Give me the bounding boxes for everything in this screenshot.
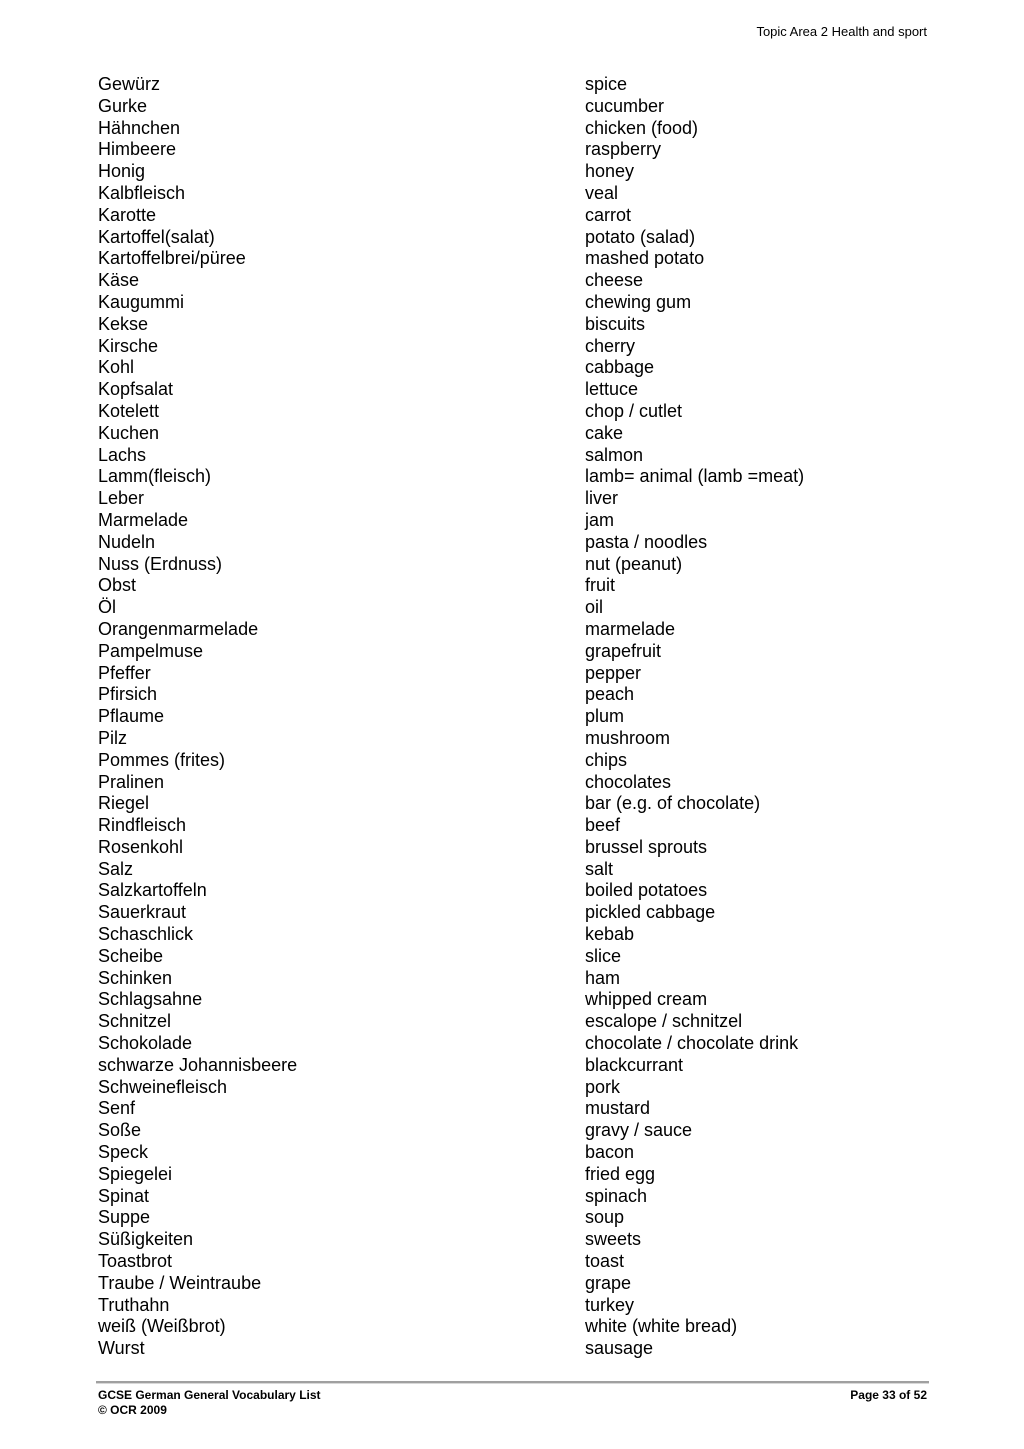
german-word: Kohl bbox=[98, 357, 135, 378]
vocab-row bbox=[98, 1251, 928, 1273]
english-translation: white (white bread) bbox=[585, 1316, 738, 1337]
english-translation: cake bbox=[585, 422, 624, 443]
english-translation: beef bbox=[585, 815, 621, 836]
vocab-row bbox=[98, 750, 928, 772]
german-word: Leber bbox=[98, 488, 145, 509]
english-translation: boiled potatoes bbox=[585, 880, 708, 901]
english-translation: jam bbox=[585, 509, 615, 530]
vocabulary-list bbox=[98, 74, 928, 1360]
english-translation: sweets bbox=[585, 1229, 642, 1250]
vocab-row bbox=[98, 532, 928, 554]
english-translation: cherry bbox=[585, 335, 636, 356]
english-translation: salt bbox=[585, 858, 614, 879]
english-translation: pepper bbox=[585, 662, 642, 683]
english-translation: mushroom bbox=[585, 727, 671, 748]
vocab-row bbox=[98, 1273, 928, 1295]
english-translation: oil bbox=[585, 597, 604, 618]
german-word: Spiegelei bbox=[98, 1163, 173, 1184]
german-word: Orangenmarmelade bbox=[98, 618, 259, 639]
vocab-row bbox=[98, 139, 928, 161]
english-translation: brussel sprouts bbox=[585, 836, 708, 857]
vocab-row bbox=[98, 1011, 928, 1033]
vocab-row bbox=[98, 1055, 928, 1077]
english-translation: ham bbox=[585, 967, 621, 988]
german-word: Pampelmuse bbox=[98, 640, 204, 661]
vocab-row bbox=[98, 118, 928, 140]
vocab-row bbox=[98, 684, 928, 706]
german-word: Rindfleisch bbox=[98, 815, 187, 836]
page-header-topic: Topic Area 2 Health and sport bbox=[756, 24, 927, 39]
footer-copyright: © OCR 2009 bbox=[98, 1403, 167, 1417]
vocab-row bbox=[98, 880, 928, 902]
english-translation: marmelade bbox=[585, 618, 676, 639]
german-word: Schweinefleisch bbox=[98, 1076, 228, 1097]
english-translation: blackcurrant bbox=[585, 1054, 684, 1075]
german-word: Kartoffelbrei/püree bbox=[98, 248, 246, 269]
english-translation: chop / cutlet bbox=[585, 400, 683, 421]
vocab-row bbox=[98, 183, 928, 205]
vocab-row bbox=[98, 248, 928, 270]
german-word: Spinat bbox=[98, 1185, 150, 1206]
footer-rule bbox=[96, 1381, 929, 1384]
vocab-row bbox=[98, 1164, 928, 1186]
german-word: Lamm(fleisch) bbox=[98, 466, 212, 487]
english-translation: escalope / schnitzel bbox=[585, 1011, 743, 1032]
vocab-row bbox=[98, 1338, 928, 1360]
german-word: Schinken bbox=[98, 967, 173, 988]
german-word: schwarze Johannisbeere bbox=[98, 1054, 298, 1075]
german-word: Schnitzel bbox=[98, 1011, 172, 1032]
english-translation: carrot bbox=[585, 204, 632, 225]
vocab-row bbox=[98, 772, 928, 794]
vocab-row bbox=[98, 663, 928, 685]
german-word: Karotte bbox=[98, 204, 157, 225]
vocab-row bbox=[98, 641, 928, 663]
vocab-row bbox=[98, 336, 928, 358]
german-word: Kirsche bbox=[98, 335, 159, 356]
english-translation: lettuce bbox=[585, 379, 639, 400]
english-translation: chicken (food) bbox=[585, 117, 699, 138]
vocab-row bbox=[98, 815, 928, 837]
english-translation: mustard bbox=[585, 1098, 651, 1119]
german-word: Gurke bbox=[98, 95, 148, 116]
german-word: weiß (Weißbrot) bbox=[98, 1316, 226, 1337]
german-word: Kekse bbox=[98, 313, 149, 334]
vocab-row bbox=[98, 1316, 928, 1338]
vocab-row bbox=[98, 292, 928, 314]
german-word: Süßigkeiten bbox=[98, 1229, 194, 1250]
english-translation: chewing gum bbox=[585, 291, 692, 312]
english-translation: chips bbox=[585, 749, 628, 770]
german-word: Suppe bbox=[98, 1207, 151, 1228]
footer-page-number: Page 33 of 52 bbox=[850, 1388, 927, 1402]
vocab-row bbox=[98, 793, 928, 815]
vocab-row bbox=[98, 706, 928, 728]
vocab-row bbox=[98, 1295, 928, 1317]
german-word: Pfirsich bbox=[98, 684, 158, 705]
english-translation: spice bbox=[585, 74, 628, 94]
german-word: Nuss (Erdnuss) bbox=[98, 553, 223, 574]
vocab-row bbox=[98, 227, 928, 249]
vocab-row bbox=[98, 1120, 928, 1142]
vocab-row bbox=[98, 1142, 928, 1164]
german-word: Toastbrot bbox=[98, 1251, 173, 1272]
german-word: Honig bbox=[98, 161, 146, 182]
english-translation: veal bbox=[585, 182, 619, 203]
german-word: Pilz bbox=[98, 727, 128, 748]
german-word: Wurst bbox=[98, 1338, 145, 1359]
vocab-row bbox=[98, 423, 928, 445]
vocab-row bbox=[98, 1077, 928, 1099]
german-word: Lachs bbox=[98, 444, 147, 465]
english-translation: nut (peanut) bbox=[585, 553, 683, 574]
vocab-row bbox=[98, 488, 928, 510]
english-translation: whipped cream bbox=[585, 989, 708, 1010]
vocab-row bbox=[98, 379, 928, 401]
vocab-row bbox=[98, 968, 928, 990]
english-translation: biscuits bbox=[585, 313, 646, 334]
german-word: Kopfsalat bbox=[98, 379, 174, 400]
english-translation: pasta / noodles bbox=[585, 531, 708, 552]
german-word: Truthahn bbox=[98, 1294, 170, 1315]
english-translation: kebab bbox=[585, 924, 635, 945]
german-word: Obst bbox=[98, 575, 137, 596]
vocab-row bbox=[98, 1033, 928, 1055]
vocab-row bbox=[98, 401, 928, 423]
german-word: Pralinen bbox=[98, 771, 165, 792]
footer-left bbox=[98, 1388, 321, 1418]
english-translation: grapefruit bbox=[585, 640, 662, 661]
vocab-row bbox=[98, 205, 928, 227]
german-word: Schlagsahne bbox=[98, 989, 203, 1010]
vocab-row bbox=[98, 270, 928, 292]
english-translation: honey bbox=[585, 161, 635, 182]
english-translation: slice bbox=[585, 945, 622, 966]
vocab-row bbox=[98, 554, 928, 576]
english-translation: plum bbox=[585, 706, 625, 727]
german-word: Kuchen bbox=[98, 422, 160, 443]
vocab-row bbox=[98, 728, 928, 750]
german-word: Traube / Weintraube bbox=[98, 1272, 262, 1293]
vocab-row bbox=[98, 74, 928, 96]
vocab-row bbox=[98, 1186, 928, 1208]
english-translation: salmon bbox=[585, 444, 644, 465]
english-translation: sausage bbox=[585, 1338, 654, 1359]
german-word: Sauerkraut bbox=[98, 902, 187, 923]
english-translation: grape bbox=[585, 1272, 632, 1293]
german-word: Salz bbox=[98, 858, 134, 879]
vocab-row bbox=[98, 837, 928, 859]
german-word: Kotelett bbox=[98, 400, 160, 421]
german-word: Salzkartoffeln bbox=[98, 880, 207, 901]
german-word: Kalbfleisch bbox=[98, 182, 186, 203]
english-translation: pork bbox=[585, 1076, 621, 1097]
english-translation: fried egg bbox=[585, 1163, 656, 1184]
footer-document-title: GCSE German General Vocabulary List bbox=[98, 1388, 321, 1402]
german-word: Soße bbox=[98, 1120, 142, 1141]
english-translation: lamb= animal (lamb =meat) bbox=[585, 466, 805, 487]
vocab-row bbox=[98, 510, 928, 532]
vocab-row bbox=[98, 989, 928, 1011]
vocab-row bbox=[98, 357, 928, 379]
german-word: Kaugummi bbox=[98, 291, 185, 312]
german-word: Käse bbox=[98, 270, 140, 291]
german-word: Pflaume bbox=[98, 706, 165, 727]
english-translation: cheese bbox=[585, 270, 644, 291]
english-translation: soup bbox=[585, 1207, 625, 1228]
german-word: Schokolade bbox=[98, 1033, 193, 1054]
english-translation: fruit bbox=[585, 575, 616, 596]
english-translation: bacon bbox=[585, 1142, 635, 1163]
german-word: Himbeere bbox=[98, 139, 177, 160]
german-word: Kartoffel(salat) bbox=[98, 226, 215, 247]
german-word: Riegel bbox=[98, 793, 150, 814]
german-word: Scheibe bbox=[98, 945, 164, 966]
vocab-row bbox=[98, 1098, 928, 1120]
english-translation: potato (salad) bbox=[585, 226, 696, 247]
vocab-row bbox=[98, 946, 928, 968]
vocab-row bbox=[98, 314, 928, 336]
german-word: Rosenkohl bbox=[98, 836, 184, 857]
vocab-row bbox=[98, 619, 928, 641]
vocab-row bbox=[98, 466, 928, 488]
german-word: Hähnchen bbox=[98, 117, 181, 138]
german-word: Nudeln bbox=[98, 531, 156, 552]
english-translation: toast bbox=[585, 1251, 625, 1272]
english-translation: spinach bbox=[585, 1185, 648, 1206]
german-word: Öl bbox=[98, 597, 116, 618]
german-word: Speck bbox=[98, 1142, 149, 1163]
english-translation: liver bbox=[585, 488, 619, 509]
german-word: Gewürz bbox=[98, 74, 161, 94]
vocab-row bbox=[98, 96, 928, 118]
vocab-row bbox=[98, 161, 928, 183]
vocab-row bbox=[98, 575, 928, 597]
vocab-row bbox=[98, 445, 928, 467]
german-word: Marmelade bbox=[98, 509, 189, 530]
vocab-row bbox=[98, 859, 928, 881]
german-word: Senf bbox=[98, 1098, 136, 1119]
english-translation: cabbage bbox=[585, 357, 655, 378]
german-word: Pommes (frites) bbox=[98, 749, 226, 770]
english-translation: gravy / sauce bbox=[585, 1120, 693, 1141]
english-translation: mashed potato bbox=[585, 248, 705, 269]
german-word: Pfeffer bbox=[98, 662, 151, 683]
english-translation: chocolates bbox=[585, 771, 672, 792]
german-word: Schaschlick bbox=[98, 924, 194, 945]
vocab-row bbox=[98, 1207, 928, 1229]
english-translation: pickled cabbage bbox=[585, 902, 716, 923]
vocab-row bbox=[98, 1229, 928, 1251]
english-translation: bar (e.g. of chocolate) bbox=[585, 793, 761, 814]
vocab-row bbox=[98, 924, 928, 946]
english-translation: peach bbox=[585, 684, 635, 705]
english-translation: raspberry bbox=[585, 139, 662, 160]
vocab-row bbox=[98, 597, 928, 619]
english-translation: cucumber bbox=[585, 95, 665, 116]
vocab-row bbox=[98, 902, 928, 924]
english-translation: chocolate / chocolate drink bbox=[585, 1033, 799, 1054]
english-translation: turkey bbox=[585, 1294, 635, 1315]
